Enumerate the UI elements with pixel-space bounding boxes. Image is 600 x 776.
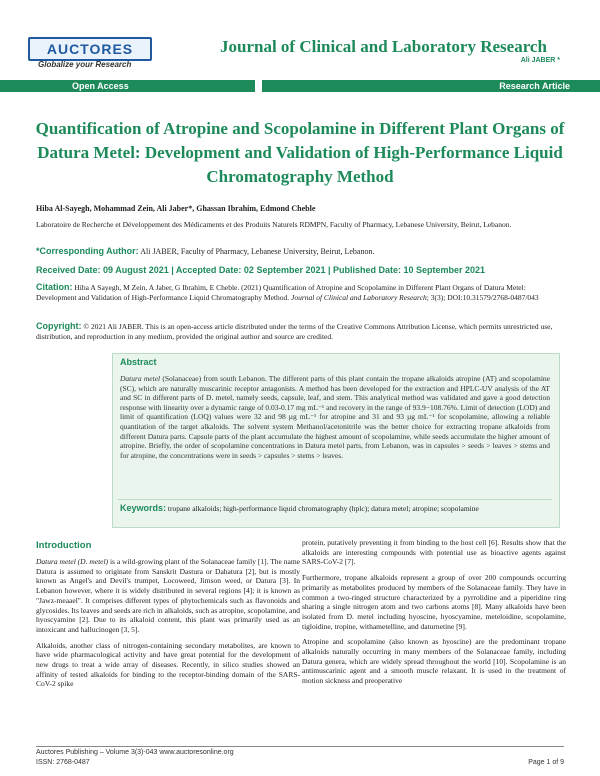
article-dates: Received Date: 09 August 2021 | Accepted Date: 02 September 2021 | Published Date: 10 September 2021 (36, 265, 486, 275)
abstract-heading: Abstract (120, 357, 157, 367)
citation-journal: Journal of Clinical and Laboratory Research (291, 293, 427, 302)
intro-paragraph-3: protein, putatively preventing it from binding to the host cell [6]. Results show that the alkaloids are interesting compounds with potential use as bioactive agents against SARS-CoV-2 [7]. (302, 538, 566, 567)
intro-paragraph-2: Alkaloids, another class of nitrogen-containing secondary metabolites, are known to have wide pharmacological activity and have great potential for the development of new drugs to treat a wide array of diseases. Recently, in silico studies showed an affinity of tested alkaloids for binding to the receptor-binding domain of the SARS-CoV-2 spike (36, 640, 300, 689)
author-list: Hiba Al-Sayegh, Mohammad Zein, Ali Jaber*, Ghassan Ibrahim, Edmond Cheble (36, 204, 316, 213)
citation-label: Citation: (36, 282, 73, 292)
open-access-bar (0, 80, 255, 92)
keywords-label: Keywords: (120, 503, 167, 513)
citation-text: Hiba A Sayegh, M Zein, A Jaber, G Ibrahim, E Cheble. (2021) Quantification of Atropine and Scopolamine in Different Plant Organs of Datura Metel: Development and Validation of High-Performance Liquid Chromatography Method. (36, 283, 526, 302)
left-column (36, 557, 300, 695)
keywords (120, 503, 550, 514)
abstract-text: (Solanaceae) from south Lebanon. The different parts of this plant contain the tropane alkaloids atropine (AT) and scopolamine (SC), which are naturally muscarinic receptor antagonists. A method has been developed for the extraction and HPLC-UV analysis of the AT and SC in different parts of D. metel, namely seeds, capsule, leaf, and stem. This analytical method was validated and gave a good detection response with linearity over a dynamic range of 0.03-0.17 mg mL⁻¹ and recovery in the range of 93.9−108.76%. Limit of detection (LOD) and limit of quantification (LOQ) values were 32 and 98 µg mL⁻¹ for atropine and 31 and 93 µg mL⁻¹ for scopolamine, allowing a reliable quantitation of the target alkaloids. The solvent system Methanol/acetonitrile was the better choice for extracting tropane alkaloids from different Datura parts. Capsule parts of the plant accumulate the highest amount of scopolamine, while seeds accumulate the higher amount of atropine. Briefly, the order of scopolamine concentrations in Datura metel parts, from Lebanon, was in capsules > seeds > leaves > stems and for atropine, the concentrations were in seeds > capsules > stems > leaves. (120, 374, 550, 460)
citation (36, 282, 566, 303)
page-number: Page 1 of 9 (528, 759, 564, 766)
copyright (36, 321, 566, 342)
article-title: Quantification of Atropine and Scopolamine in Different Plant Organs of Datura Metel: Development and Validation of High-Performance Liquid Chromatography Method (35, 119, 565, 186)
corresponding-author (36, 246, 374, 256)
corresponding-text: Ali JABER, Faculty of Pharmacy, Lebanese University, Beirut, Lebanon. (140, 247, 375, 256)
abstract-divider (118, 499, 552, 500)
corresponding-label: *Corresponding Author: (36, 246, 139, 256)
publisher-tagline: Globalize your Research (38, 60, 132, 69)
intro-paragraph (36, 557, 300, 635)
copyright-text: © 2021 Ali JABER. This is an open-access article distributed under the terms of the Creative Commons Attribution License, which permits unrestricted use, distribution, and reproduction in any medium, provided the original author and source are credited. (36, 322, 553, 341)
right-column (302, 538, 566, 692)
footer-publisher: Auctores Publishing – Volume 3(3)-043 www.auctoresonline.org (36, 749, 234, 756)
intro-paragraph-4: Furthermore, tropane alkaloids represent a group of over 200 compounds occurring primarily as metabolites produced by members of the Solanaceae family. They have in common a two-ringed structure characterized by a pyrrolidine and a piperidine ring sharing a single nitrogen atom and two carbons atoms [8]. Many alkaloids have been isolated from D. metel including hyoscine, hyoscyamine, meteloidine, scopolamine, tigloidine, tropine, withametelline, and daturnetine [9]. (302, 573, 566, 631)
footer-issn: ISSN: 2768-0487 (36, 759, 90, 766)
publisher-logo: AUCTORES (28, 37, 152, 61)
intro-species: Datura metel (D. metel) (36, 557, 109, 566)
article-type-bar (262, 80, 600, 92)
introduction-heading: Introduction (36, 540, 92, 551)
journal-title: Journal of Clinical and Laboratory Research (220, 37, 547, 56)
intro-paragraph-1: is a wild-growing plant of the Solanaceae family [1]. The name Datura is assumed to originate from Sanskrit Dastura or Dahatura [2], but is mostly known as Angel's and Devil's trumpet, Locoweed, Jimson weed, or Datura [3]. In Lebanon however, where it is widely distributed in several regions [4]; it is known as "Jawz-meaael". It comprises different types of phytochemicals such as flavonoids and glycosides. Its leaves and seeds are rich in alkaloids, such as atropine, scopolamine, and hyoscyamine [2]. Due to its alkaloid content, this plant was primarily used as an intoxicant and hallucinogen [3, 5]. (36, 557, 300, 634)
footer-divider (36, 746, 564, 747)
open-access-label: Open Access (72, 81, 129, 91)
author-tag: Ali JABER * (520, 57, 560, 64)
abstract-body (120, 374, 550, 460)
citation-doi[interactable]: ; 3(3); DOI:10.31579/2768-0487/043 (426, 293, 539, 302)
article-type-label: Research Article (499, 81, 570, 91)
abstract-species: Datura metel (120, 374, 161, 383)
intro-paragraph-5: Atropine and scopolamine (also known as hyoscine) are the predominant tropane alkaloids naturally occurring in many members of the Solanaceae family, including Datura genera, which are widely spread throughout the world [10]. Scopolamine is an antimuscarinic agent and a smooth muscle relaxant. It is used in the treatment of motion sickness and preoperative (302, 637, 566, 686)
keywords-text: tropane alkaloids; high-performance liquid chromatography (hplc); datura metel; atropine; scopolamine (167, 504, 479, 513)
affiliation: Laboratoire de Recherche et Développement des Médicaments et des Produits Naturels RDMPN, Faculty of Pharmacy, Lebanese University, Beirut, Lebanon. (36, 220, 512, 229)
copyright-label: Copyright: (36, 321, 82, 331)
